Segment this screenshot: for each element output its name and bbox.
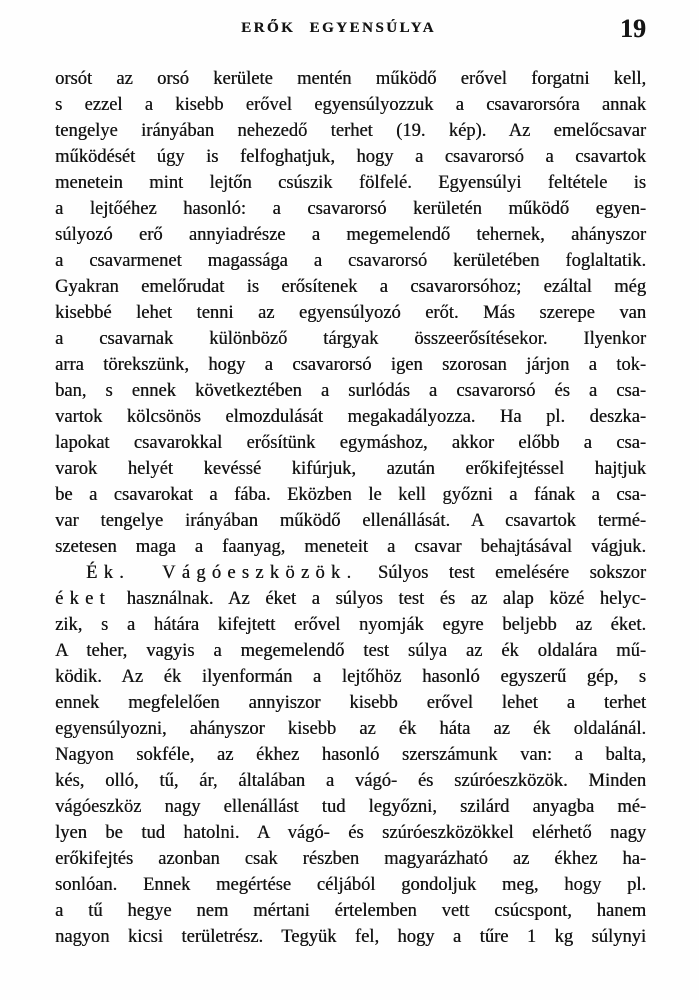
text-segment: használnak. Az éket a súlyos test és az alap közé helyc- — [110, 589, 646, 609]
text-line: szetesen maga a faanyag, meneteit a csavar behajtásával vágjuk. — [55, 537, 646, 557]
text-line: varok helyét kevéssé kifúrjuk, azután erőkifejtéssel hajtjuk — [55, 459, 646, 479]
text-line: kisebbé lehet tenni az egyensúlyozó erőt. Más szerepe van — [55, 303, 646, 323]
text-line: erőkifejtés azonban csak részben magyarázható az ékhez ha- — [55, 849, 646, 869]
text-line: menetein mint lejtőn csúszik fölfelé. Egyensúlyi feltétele is — [55, 173, 646, 193]
page-number: 19 — [620, 14, 646, 43]
text-line: sonlóan. Ennek megértése céljából gondoljuk meg, hogy pl. — [55, 875, 646, 895]
spaced-text: éket — [55, 589, 111, 609]
text-line: egyensúlyozni, ahányszor kisebb az ék háta az ék oldalánál. — [55, 719, 646, 739]
text-line: ennek megfelelően annyiszor kisebb erővel lehet a terhet — [55, 693, 646, 713]
text-line: lapokat csavarokkal erősítünk egymáshoz, akkor előbb a csa- — [55, 433, 646, 453]
text-line: vágóeszköz nagy ellenállást tud legyőzni, szilárd anyagba mé- — [55, 797, 646, 817]
text-line: ban, s ennek következtében a surlódás a csavarorsó és a csa- — [55, 381, 646, 401]
running-head-title: ERŐK EGYENSÚLYA — [241, 20, 436, 36]
text-line: arra törekszünk, hogy a csavarorsó igen szorosan járjon a tok- — [55, 355, 646, 375]
text-segment: Súlyos test emelésére sokszor — [357, 563, 646, 583]
text-line: be a csavarokat a fába. Eközben le kell győzni a fának a csa- — [55, 485, 646, 505]
text-line: var tengelye irányában működő ellenállását. A csavartok termé- — [55, 511, 646, 531]
text-line: ködik. Az ék ilyenformán a lejtőhöz hasonló egyszerű gép, s — [55, 667, 646, 687]
text-line: a tű hegye nem mértani értelemben vett csúcspont, hanem — [55, 901, 646, 921]
text-line: súlyozó erő annyiadrésze a megemelendő tehernek, ahányszor — [55, 225, 646, 245]
text-line: a csavarmenet magassága a csavarorsó kerületében foglaltatik. — [55, 251, 646, 271]
page-header — [55, 14, 646, 50]
text-line: a csavarnak különböző tárgyak összeerősítésekor. Ilyenkor — [55, 329, 646, 349]
spaced-text: Ék. Vágóeszközök. — [86, 563, 358, 583]
text-line: Nagyon sokféle, az ékhez hasonló szerszámunk van: a balta, — [55, 745, 646, 765]
text-line: vartok kölcsönös elmozdulását megakadályozza. Ha pl. deszka- — [55, 407, 646, 427]
text-line — [55, 586, 646, 612]
text-line: a lejtőéhez hasonló: a csavarorsó kerületén működő egyen- — [55, 199, 646, 219]
text-line: orsót az orsó kerülete mentén működő erővel forgatni kell, — [55, 69, 646, 89]
text-line: A teher, vagyis a megemelendő test súlya az ék oldalára mű- — [55, 641, 646, 661]
page-body — [55, 66, 646, 950]
text-line: zik, s a hátára kifejtett erővel nyomják egyre beljebb az éket. — [55, 615, 646, 635]
text-line: lyen be tud hatolni. A vágó- és szúróeszközökkel elérhető nagy — [55, 823, 646, 843]
text-line: s ezzel a kisebb erővel egyensúlyozzuk a csavarorsóra annak — [55, 95, 646, 115]
text-line: működését úgy is felfoghatjuk, hogy a csavarorsó a csavartok — [55, 147, 646, 167]
text-line: tengelye irányában nehezedő terhet (19. kép). Az emelőcsavar — [55, 121, 646, 141]
text-line — [55, 560, 646, 586]
text-line: nagyon kicsi területrész. Tegyük fel, hogy a tűre 1 kg súlynyi — [55, 927, 646, 947]
text-line: kés, olló, tű, ár, általában a vágó- és szúróeszközök. Minden — [55, 771, 646, 791]
paragraph — [55, 66, 646, 560]
text-line: Gyakran emelőrudat is erősítenek a csavarorsóhoz; ezáltal még — [55, 277, 646, 297]
paragraph — [55, 560, 646, 950]
